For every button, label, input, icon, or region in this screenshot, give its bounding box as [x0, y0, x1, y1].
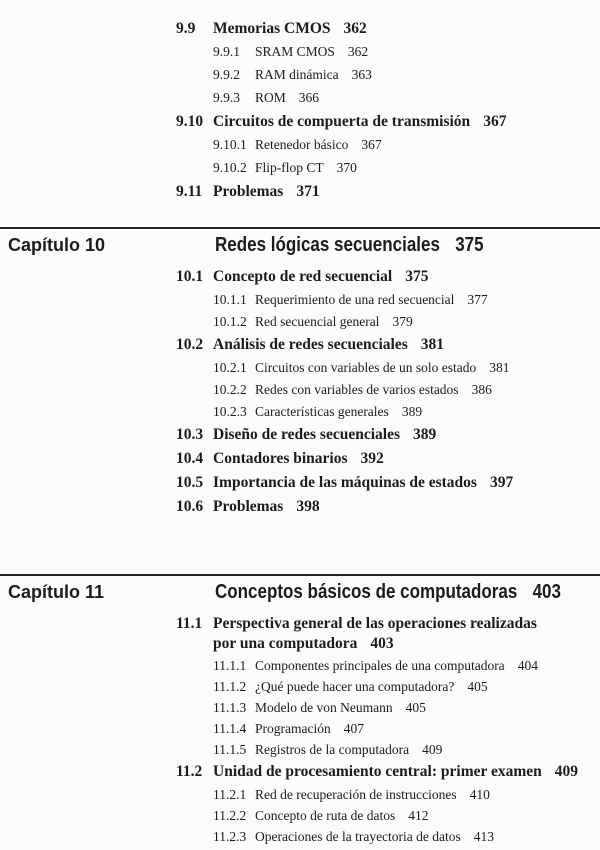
entry-title: Características generales — [255, 404, 389, 419]
chapter-9-toc-block — [0, 12, 600, 207]
entry-title: SRAM CMOS — [255, 44, 335, 59]
toc-entry — [213, 808, 600, 829]
toc-entry — [213, 160, 600, 183]
entry-number: 9.9.2 — [213, 67, 240, 82]
entry-page: 389 — [401, 404, 423, 419]
entry-number: 9.11 — [176, 183, 203, 200]
entry-number: 11.2.1 — [213, 787, 247, 802]
chapter-11-toc-block — [0, 574, 600, 850]
entry-title: Modelo de von Neumann — [255, 700, 393, 715]
entry-page: 392 — [360, 450, 384, 467]
entry-title: Concepto de ruta de datos — [255, 808, 396, 823]
entry-page: 381 — [420, 336, 444, 353]
entry-title: Circuitos de compuerta de transmisión — [213, 113, 471, 130]
entry-number: 11.1.4 — [213, 721, 247, 736]
entry-page: 412 — [408, 808, 429, 823]
toc-entry — [213, 314, 600, 336]
entry-title: Diseño de redes secuenciales — [213, 426, 400, 443]
entry-title: Flip-flop CT — [255, 160, 324, 175]
toc-entry — [213, 292, 600, 314]
toc-entry — [176, 268, 600, 292]
entry-page: 407 — [343, 721, 364, 736]
entry-number: 9.10.2 — [213, 160, 247, 175]
toc-entry — [176, 113, 600, 137]
chapter-title-group — [215, 234, 484, 257]
toc-entry — [176, 336, 600, 360]
entry-number: 9.9.3 — [213, 90, 240, 105]
chapter-title: Conceptos básicos de computadoras — [215, 581, 518, 603]
entry-number: 11.1 — [176, 615, 203, 632]
entry-number: 11.2 — [176, 763, 203, 780]
entry-title: Redes con variables de varios estados — [255, 382, 459, 397]
toc-entry — [213, 360, 600, 382]
toc-entry — [176, 426, 600, 450]
entry-page: 377 — [467, 292, 488, 307]
entry-number: 10.1 — [176, 268, 204, 285]
entry-number: 10.3 — [176, 426, 204, 443]
entry-title — [213, 614, 537, 654]
toc-entry — [176, 614, 600, 658]
entry-page: 413 — [473, 829, 495, 844]
entry-page: 367 — [483, 113, 507, 130]
toc-entry — [213, 742, 600, 763]
entry-title: Concepto de red secuencial — [213, 268, 393, 285]
entry-page: 366 — [298, 90, 320, 105]
toc-entry — [213, 44, 600, 67]
toc-entry — [213, 90, 600, 113]
toc-entry — [176, 20, 600, 44]
entry-title: RAM dinámica — [255, 67, 339, 82]
entry-title: Circuitos con variables de un solo estado — [255, 360, 477, 375]
entry-title: Red de recuperación de instrucciones — [255, 787, 457, 802]
entry-title-line-1: Perspectiva general de las operaciones realizadas — [213, 615, 537, 632]
chapter-label: Capítulo 10 — [8, 235, 106, 255]
entry-page: 397 — [489, 474, 514, 491]
toc-entry — [213, 382, 600, 404]
entry-title: ¿Qué puede hacer una computadora? — [255, 679, 455, 694]
entry-page: 405 — [467, 679, 488, 694]
entry-number: 11.1.1 — [213, 658, 247, 673]
entry-title: Requerimiento de una red secuencial — [255, 292, 455, 307]
chapter-title: Redes lógicas secuenciales — [215, 234, 440, 256]
chapter-divider-rule — [0, 574, 600, 576]
entry-page: 409 — [422, 742, 443, 757]
toc-entry — [213, 679, 600, 700]
entry-number: 11.2.2 — [213, 808, 247, 823]
entry-title: ROM — [255, 90, 286, 105]
chapter-header — [0, 581, 600, 607]
toc-entry — [213, 700, 600, 721]
entry-title: Importancia de las máquinas de estados — [213, 474, 477, 491]
chapter-divider-rule — [0, 227, 600, 229]
entry-number: 11.1.3 — [213, 700, 247, 715]
entry-number: 10.6 — [176, 498, 204, 515]
entry-number: 10.1.2 — [213, 314, 247, 329]
entry-page: 404 — [517, 658, 538, 673]
toc-entry — [213, 67, 600, 90]
entry-number: 10.2.3 — [213, 404, 247, 419]
entry-page: 375 — [405, 268, 429, 285]
entry-title: Análisis de redes secuenciales — [213, 336, 408, 353]
chapter-10-toc-block — [0, 227, 600, 522]
toc-entry — [176, 763, 600, 787]
entry-number: 9.10.1 — [213, 137, 247, 152]
entry-page: 370 — [336, 160, 357, 175]
entry-number: 11.2.3 — [213, 829, 247, 844]
entry-number: 10.1.1 — [213, 292, 247, 307]
chapter-11-entries — [0, 614, 600, 850]
entry-page: 362 — [343, 20, 367, 37]
entry-page: 398 — [296, 498, 320, 515]
chapter-10-entries — [0, 268, 600, 522]
chapter-header — [0, 234, 600, 260]
toc-entry — [213, 137, 600, 160]
entry-page: 409 — [554, 763, 579, 780]
toc-entry — [213, 404, 600, 426]
entry-number: 10.2 — [176, 336, 204, 353]
entry-number: 10.2.2 — [213, 382, 247, 397]
chapter-title-group — [215, 581, 561, 604]
toc-entry — [176, 450, 600, 474]
toc-entry — [176, 183, 600, 207]
entry-title: Problemas — [213, 498, 284, 515]
chapter-page-number: 403 — [532, 581, 561, 603]
entry-title: Red secuencial general — [255, 314, 380, 329]
toc-entry — [213, 721, 600, 742]
chapter-label: Capítulo 11 — [8, 582, 105, 602]
entry-number: 9.10 — [176, 113, 204, 130]
entry-title: Contadores binarios — [213, 450, 348, 467]
entry-title: Unidad de procesamiento central: primer examen — [213, 763, 542, 780]
entry-page: 389 — [412, 426, 437, 443]
entry-page: 379 — [392, 314, 413, 329]
entry-number: 10.4 — [176, 450, 204, 467]
entry-page: 403 — [370, 635, 394, 652]
entry-page: 362 — [347, 44, 369, 59]
entry-page: 405 — [405, 700, 426, 715]
entry-number: 9.9.1 — [213, 44, 240, 59]
toc-entry — [213, 829, 600, 850]
entry-title: Retenedor básico — [255, 137, 349, 152]
entry-page: 363 — [351, 67, 372, 82]
entry-page: 367 — [361, 137, 382, 152]
entry-page: 381 — [489, 360, 510, 375]
toc-entry — [213, 658, 600, 679]
entry-page: 386 — [471, 382, 492, 397]
chapter-page-number: 375 — [455, 234, 484, 256]
entry-page: 410 — [469, 787, 490, 802]
chapter-9-entries — [0, 20, 600, 207]
entry-number: 11.1.5 — [213, 742, 247, 757]
entry-title: Problemas — [213, 183, 284, 200]
entry-number: 10.5 — [176, 474, 204, 491]
toc-entry — [176, 498, 600, 522]
entry-title: Memorias CMOS — [213, 20, 331, 37]
entry-number: 11.1.2 — [213, 679, 247, 694]
entry-title-line-2: por una computadora — [213, 635, 358, 652]
entry-title: Registros de la computadora — [255, 742, 410, 757]
entry-title: Operaciones de la trayectoria de datos — [255, 829, 461, 844]
entry-page: 371 — [296, 183, 320, 200]
entry-title: Programación — [255, 721, 331, 736]
toc-entry — [176, 474, 600, 498]
entry-title: Componentes principales de una computadora — [255, 658, 505, 673]
entry-number: 10.2.1 — [213, 360, 247, 375]
entry-number: 9.9 — [176, 20, 196, 37]
toc-entry — [213, 787, 600, 808]
